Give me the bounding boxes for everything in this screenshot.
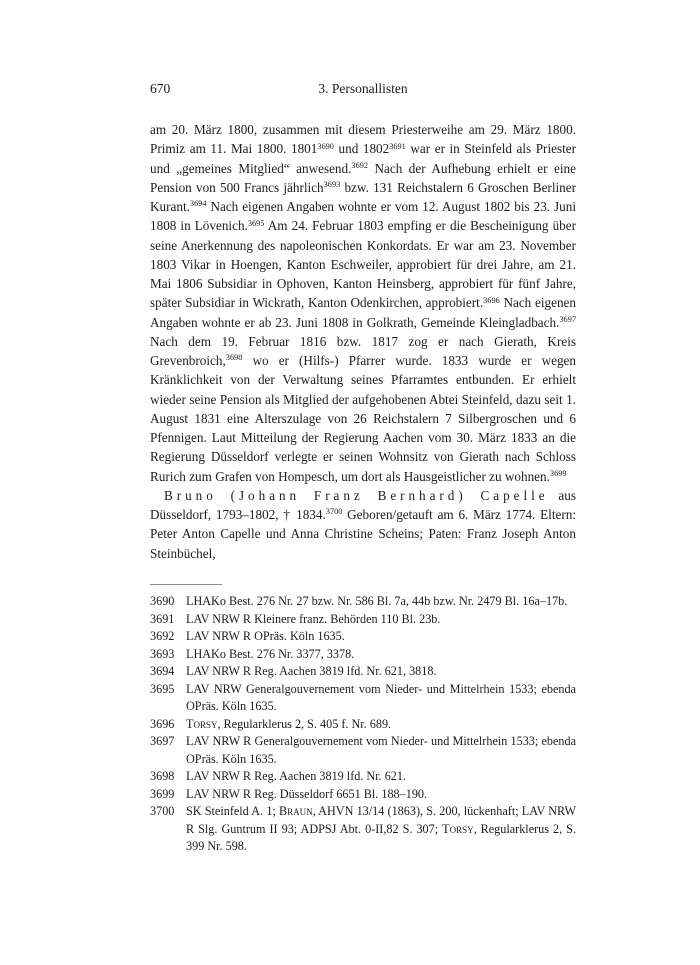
footnote-text: LAV NRW R Kleinere franz. Behörden 110 Bl. 23b. — [186, 611, 441, 626]
footnote-text: LAV NRW R OPräs. Köln 1635. — [186, 629, 345, 643]
page-number: 670 — [150, 81, 171, 96]
author-name-smallcaps: Torsy — [442, 821, 474, 836]
footnote-item — [150, 803, 576, 856]
footnote-text: LHAKo Best. 276 Nr. 3377, 3378. — [186, 646, 355, 661]
footnote-ref: 3699 — [549, 468, 567, 478]
footnote-ref: 3694 — [189, 199, 207, 209]
footnote-text: LAV NRW R Reg. Düsseldorf 6651 Bl. 188–190. — [186, 786, 428, 801]
footnote-ref: 3697 — [559, 314, 576, 324]
footnote-number: 3697 — [150, 734, 175, 748]
footnote-number: 3692 — [150, 629, 175, 643]
body-text — [150, 120, 576, 570]
footnote-number: 3695 — [150, 681, 175, 696]
footnote-text: Torsy, Regularklerus 2, S. 405 f. Nr. 689. — [186, 716, 392, 731]
footnote-ref: 3696 — [483, 295, 500, 305]
footnote-item — [150, 733, 576, 768]
footnote-separator — [150, 584, 222, 585]
footnote-item — [150, 593, 576, 611]
footnote-number: 3694 — [150, 664, 175, 678]
footnotes-list — [150, 593, 576, 856]
footnote-number: 3693 — [150, 646, 175, 661]
person-name-spaced: Bruno (Johann Franz Bernhard) Capelle — [164, 487, 549, 503]
footnote-number: 3696 — [150, 716, 175, 731]
footnote-text: LAV NRW R Generalgouvernement vom Nieder- und Mittelrhein 1533; ebenda OPräs. Köln 1635. — [186, 734, 576, 766]
author-name-smallcaps: Braun — [278, 804, 313, 818]
paragraph: am 20. März 1800, zusammen mit diesem Priesterweihe am 29. März 1800. Primiz am 11. Mai 1800. 1801$^{3690}$ und 1802$^{3691}$ war er in Steinfeld als Priester und „gemeines Mitglied“ anwesend.$^{3692}$ Nach der Aufhebung erhielt er eine Pension von 500 Francs jährlich$^{3693}$ bzw. 131 Reichstalern 6 Groschen Berliner Kurant.$^{3694}$ Nach eigenen Angaben wohnte er vom 12. August 1802 bis 23. Juni 1808 in Lövenich.$^{3695}$ Am 24. Februar 1803 empfing er die Bescheinigung über seine Anerkennung des napoleonischen Konkordats. Er war am 23. November 1803 Vikar in Hoengen, Kanton Eschweiler, approbiert für drei Jahre, am 21. Mai 1806 Subsidiar in Ophoven, Kanton Heinsberg, approbiert für fünf Jahre, später Subsidiar in Wickrath, Kanton Odenkirchen, approbiert.$^{3696}$ Nach eigenen Angaben wohnte er ab 23. Juni 1808 in Golkrath, Gemeinde Kleingladbach.$^{3697}$ Nach dem 19. Februar 1816 bzw. 1817 zog er nach Gierath, Kreis Grevenbroich,$^{3698}$ wo er (Hilfs-) Pfarrer wurde. 1833 wurde er wegen Kränklichkeit von der Verwaltung seines Pfarramtes entbunden. Er erhielt wieder seine Pension als Mitglied der aufgehobenen Abtei Steinfeld, dazu seit 1. August 1831 eine Alterszulage von 26 Reichstalern 7 Silbergroschen und 6 Pfennigen. Laut Mitteilung der Regierung Aachen vom 30. März 1833 an die Regierung Düsseldorf verlegte er seinen Wohnsitz von Gierath nach Schloss Rurich zum Grafen von Hompesch, um dort als Hausgeistlicher zu wohnen.$^{3699}$ — [150, 122, 577, 484]
footnote-ref: 3693 — [323, 180, 341, 190]
footnote-item — [150, 786, 576, 804]
paragraph: Bruno (Johann Franz Bernhard) Capelle aus Düsseldorf, 1793–1802, † 1834.$^{3700}$ Geboren/getauft am 6. März 1774. Eltern: Peter Anton Capelle und Anna Christine Scheins; Paten: Franz Joseph Anton Steinbüchel, — [150, 487, 576, 561]
author-name-smallcaps: Torsy — [186, 716, 218, 731]
footnote-ref: 3698 — [225, 353, 243, 363]
footnote-ref: 3691 — [389, 141, 406, 151]
footnote-number: 3699 — [150, 786, 175, 801]
page-header — [150, 80, 576, 98]
footnote-number: 3700 — [150, 804, 175, 818]
running-title: 3. Personallisten — [318, 81, 408, 96]
footnote-item — [150, 611, 576, 629]
footnote-number: 3690 — [150, 594, 175, 608]
footnote-item — [150, 663, 576, 681]
footnote-ref: 3690 — [317, 141, 334, 151]
footnote-item — [150, 768, 576, 786]
footnote-text: LAV NRW Generalgouvernement vom Nieder- und Mittelrhein 1533; ebenda OPräs. Köln 1635. — [186, 681, 576, 713]
footnote-text: SK Steinfeld A. 1; Braun, AHVN 13/14 (1863), S. 200, lückenhaft; LAV NRW R Slg. Guntrum II 93; ADPSJ Abt. 0-II,82 S. 307; Torsy, Regularklerus 2, S. 399 Nr. 598. — [186, 804, 576, 853]
footnote-ref: 3695 — [247, 218, 265, 228]
footnote-ref: 3692 — [351, 160, 369, 170]
footnote-number: 3691 — [150, 611, 175, 626]
footnote-text: LAV NRW R Reg. Aachen 3819 lfd. Nr. 621. — [186, 769, 407, 783]
footnote-ref: 3700 — [325, 507, 343, 517]
footnote-item — [150, 628, 576, 646]
footnote-item — [150, 716, 576, 734]
footnote-text: LAV NRW R Reg. Aachen 3819 lfd. Nr. 621, 3818. — [186, 664, 437, 678]
footnote-item — [150, 646, 576, 664]
footnote-text: LHAKo Best. 276 Nr. 27 bzw. Nr. 586 Bl. 7a, 44b bzw. Nr. 2479 Bl. 16a–17b. — [186, 594, 568, 608]
footnote-number: 3698 — [150, 769, 175, 783]
footnote-item — [150, 681, 576, 716]
